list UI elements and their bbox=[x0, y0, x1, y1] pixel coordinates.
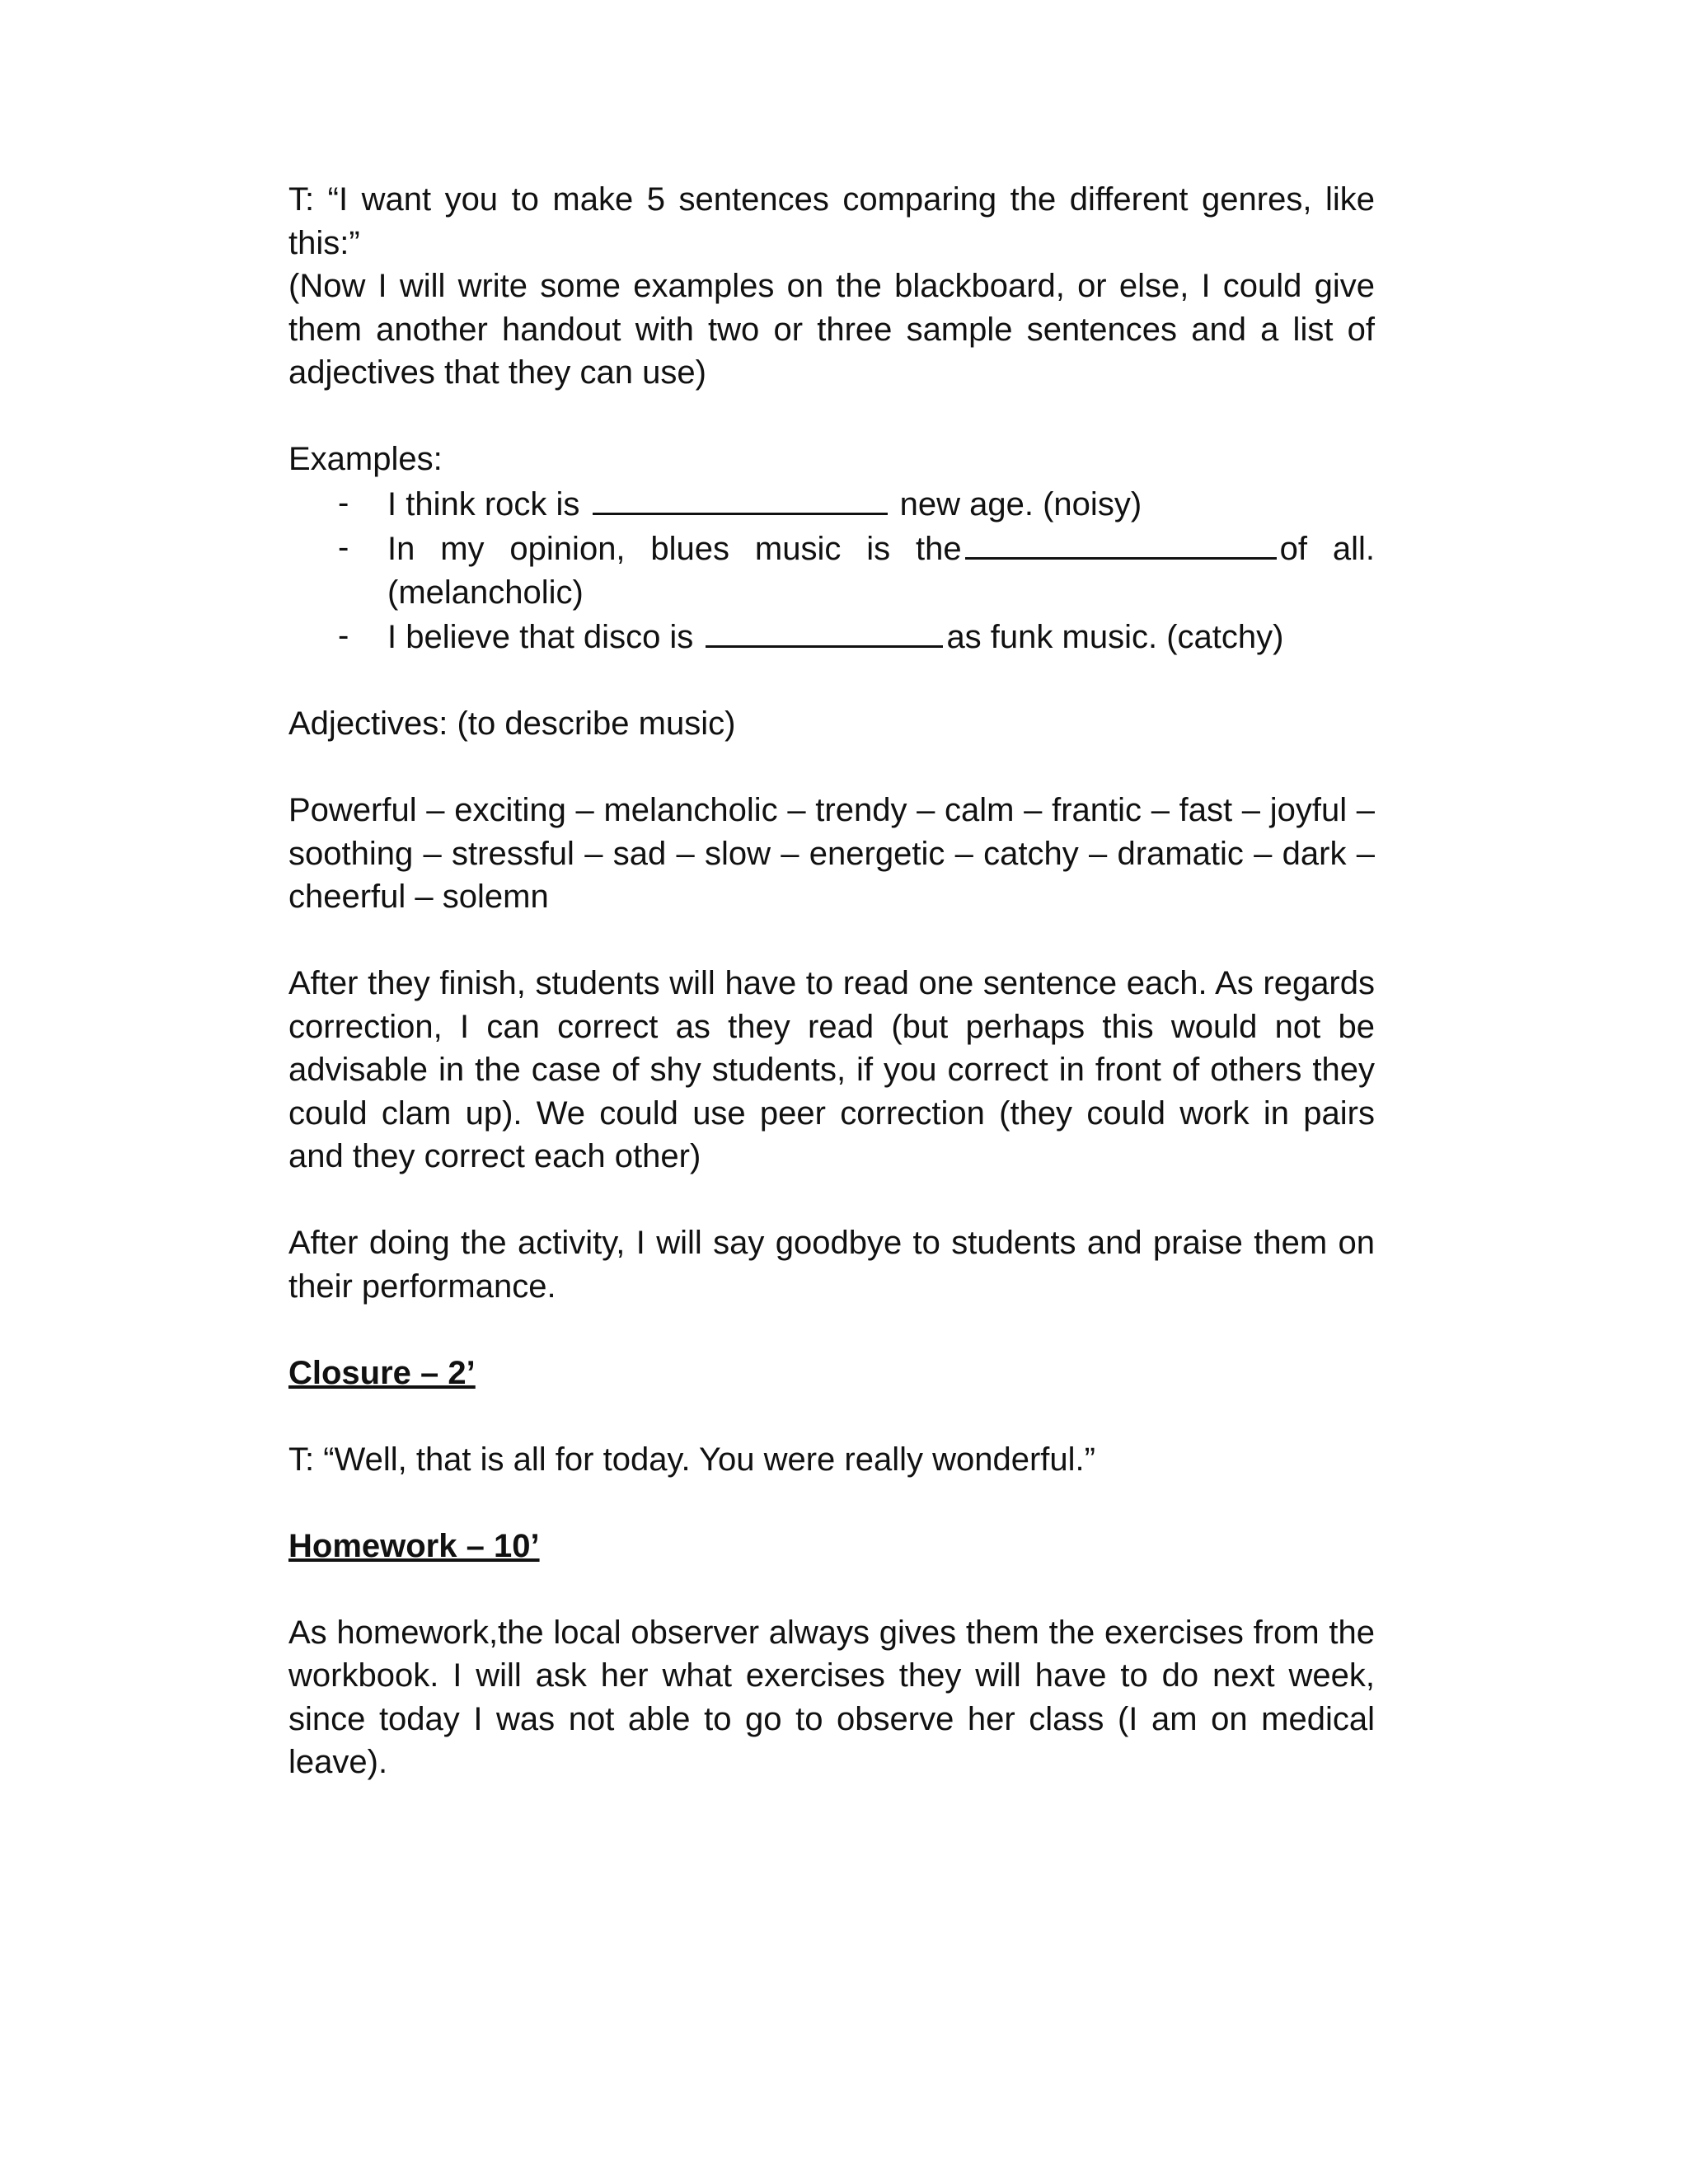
homework-heading: Homework – 10’ bbox=[288, 1527, 540, 1564]
teacher-note: (Now I will write some examples on the blackboard, or else, I could give them another handout with two or three sample sentences and a list of adjectives that they can use) bbox=[288, 268, 1375, 391]
example-text-before: In my opinion, blues music is the bbox=[387, 531, 962, 567]
correction-paragraph: After they finish, students will have to read one sentence each. As regards correction, I can correct as they read (but perhaps this would not be advisable in the case of shy students, if you correct in front of others they could clam up). We could use peer correction (they could work in pairs and they correct each other) bbox=[288, 965, 1375, 1174]
spacer bbox=[288, 659, 1375, 703]
examples-list bbox=[288, 481, 1375, 659]
example-text-after: as funk music. (catchy) bbox=[946, 619, 1284, 655]
example-item bbox=[288, 481, 1375, 527]
spacer bbox=[288, 1308, 1375, 1352]
example-text-before: I believe that disco is bbox=[387, 619, 694, 655]
spacer bbox=[288, 1394, 1375, 1438]
fill-in-blank bbox=[706, 614, 943, 648]
example-text-after: new age. (noisy) bbox=[899, 485, 1142, 523]
spacer bbox=[288, 1568, 1375, 1611]
example-text-after: of all. (melancholic) bbox=[387, 531, 1376, 611]
example-text-before: I think rock is bbox=[387, 485, 580, 523]
closure-heading: Closure – 2’ bbox=[288, 1354, 476, 1391]
closure-line: T: “Well, that is all for today. You were really wonderful.” bbox=[288, 1441, 1095, 1478]
spacer bbox=[288, 1179, 1375, 1222]
spacer bbox=[288, 746, 1375, 790]
list-dash: - bbox=[338, 529, 349, 565]
fill-in-blank bbox=[965, 526, 1277, 560]
fill-in-blank bbox=[593, 481, 888, 515]
document-page bbox=[288, 178, 1375, 1784]
list-dash: - bbox=[338, 484, 349, 521]
example-item bbox=[288, 526, 1375, 614]
spacer bbox=[288, 1481, 1375, 1525]
spacer bbox=[288, 395, 1375, 438]
adjectives-list: Powerful – exciting – melancholic – trendy – calm – frantic – fast – joyful – soothing – stressful – sad – slow – energetic – catchy – dramatic – dark – cheerful – solemn bbox=[288, 792, 1375, 915]
teacher-instruction: T: “I want you to make 5 sentences comparing the different genres, like this:” bbox=[288, 181, 1375, 261]
adjectives-heading: Adjectives: (to describe music) bbox=[288, 705, 736, 742]
goodbye-paragraph: After doing the activity, I will say goodbye to students and praise them on their performance. bbox=[288, 1225, 1375, 1305]
list-dash: - bbox=[338, 617, 349, 654]
spacer bbox=[288, 919, 1375, 963]
example-item bbox=[288, 614, 1375, 659]
homework-paragraph: As homework,the local observer always gives them the exercises from the workbook. I will ask her what exercises they will have to do next week, since today I was not able to go to observe her class (I am on medical leave). bbox=[288, 1614, 1375, 1780]
examples-heading: Examples: bbox=[288, 441, 443, 477]
